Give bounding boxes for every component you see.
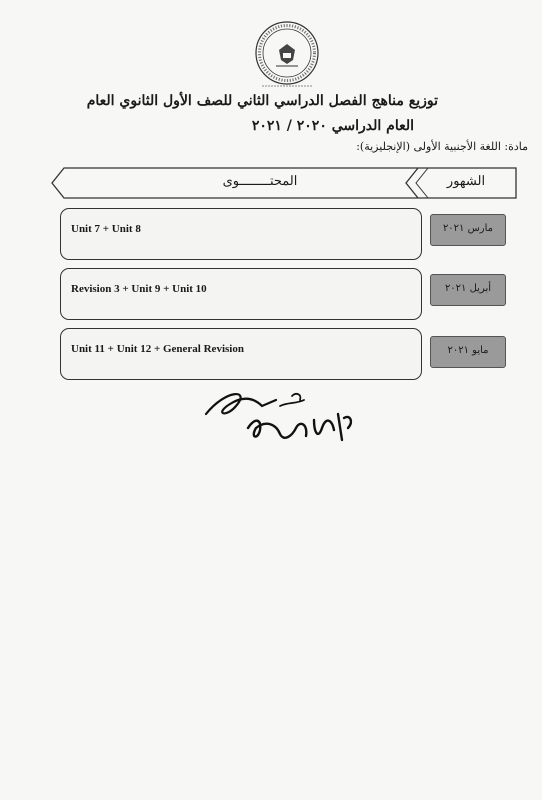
month-text: أبريل ٢٠٢١: [444, 283, 492, 294]
month-cell-2: [430, 274, 506, 306]
column-header-content: المحتــــــــوى: [222, 174, 298, 189]
content-text: Unit 11 + Unit 12 + General Revision: [71, 343, 244, 355]
content-row-3: [60, 328, 422, 380]
month-text: مارس ٢٠٢١: [442, 223, 494, 234]
content-text: Revision 3 + Unit 9 + Unit 10: [71, 283, 207, 295]
page-title: توزيع مناهج الفصل الدراسي الثاني للصف الأول الثانوي العام: [86, 93, 438, 109]
ministry-seal-icon: [254, 20, 320, 86]
handwritten-signature: [196, 384, 356, 448]
content-row-2: [60, 268, 422, 320]
subject-label: مادة: اللغة الأجنبية الأولى (الإنجليزية):: [356, 140, 528, 153]
content-text: Unit 7 + Unit 8: [71, 223, 141, 235]
month-text: مايو ٢٠٢١: [447, 345, 489, 356]
month-cell-3: [430, 336, 506, 368]
seal-caption-line: [262, 84, 312, 88]
academic-year: العام الدراسي ٢٠٢٠ / ٢٠٢١: [251, 118, 414, 134]
content-row-1: [60, 208, 422, 260]
month-cell-1: [430, 214, 506, 246]
column-header-months: الشهور: [446, 174, 486, 189]
